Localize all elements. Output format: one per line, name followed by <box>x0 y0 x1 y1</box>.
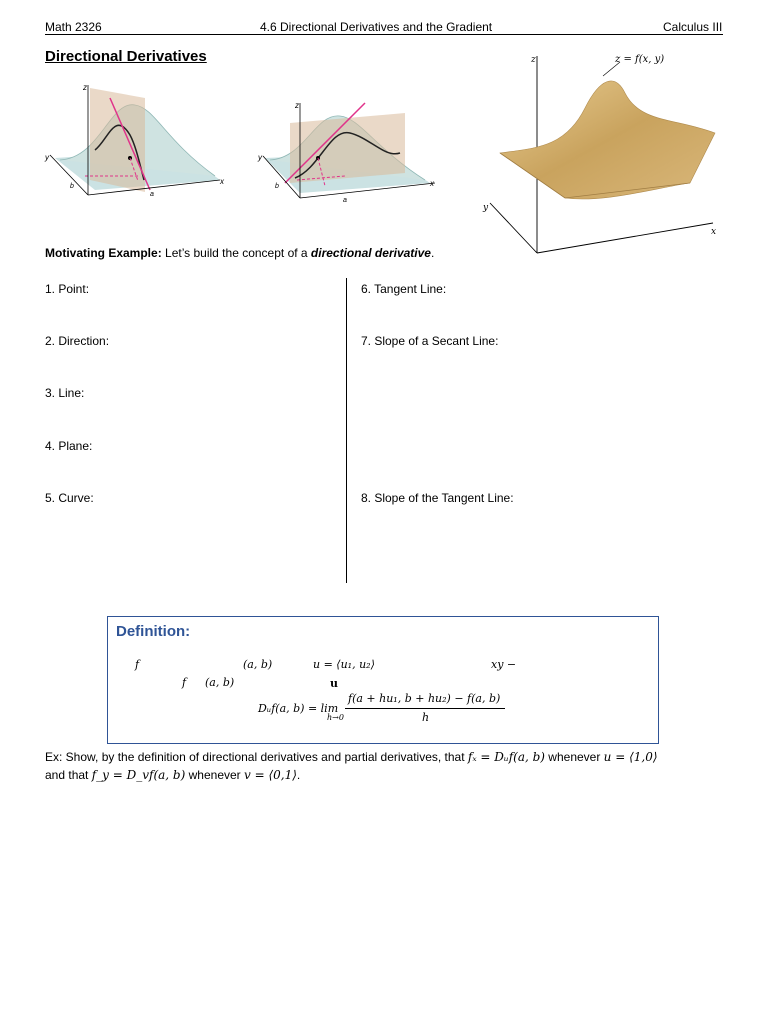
ex-part2: whenever <box>544 750 604 764</box>
ex-part5: . <box>296 768 301 782</box>
motivating-text: Let’s build the concept of a <box>165 246 311 260</box>
y-axis-label: y <box>45 153 49 162</box>
x-axis-label: x <box>220 177 224 186</box>
def-lhs: Dᵤf(a, b) = lim <box>258 702 339 715</box>
directional-figure-2 <box>255 98 445 208</box>
def-ab2: (a, b) <box>205 676 235 689</box>
def-denominator: h <box>422 711 430 724</box>
x-axis-label-2: x <box>430 179 434 188</box>
item-point: 1. Point: <box>45 282 90 296</box>
z-axis-label-3: z <box>531 55 536 65</box>
subject-label: Calculus III <box>663 20 723 34</box>
b-label-2: b <box>275 183 279 190</box>
item-secant-slope: 7. Slope of a Secant Line: <box>361 334 499 348</box>
item-tangent-line: 6. Tangent Line: <box>361 282 447 296</box>
def-u: u = ⟨u₁, u₂⟩ <box>313 658 375 671</box>
a-label: a <box>150 191 154 198</box>
b-label: b <box>70 183 74 190</box>
ex-fx: fₓ = Dᵤf(a, b) <box>467 750 545 764</box>
item-curve: 5. Curve: <box>45 491 94 505</box>
directional-figure-1 <box>40 80 230 200</box>
z-axis-label: z <box>83 83 87 92</box>
section-label: 4.6 Directional Derivatives and the Gradient <box>260 20 493 34</box>
ex-fy: f_y = D_vf(a, b) <box>91 768 186 782</box>
def-xy: xy − <box>491 658 517 671</box>
a-label-2: a <box>343 197 347 204</box>
motivating-example <box>45 246 434 260</box>
def-f: f <box>135 658 140 671</box>
def-lim-sub: h→0 <box>327 713 344 722</box>
def-u-bold: u <box>330 677 338 690</box>
y-axis-label-2: y <box>258 153 262 162</box>
motivating-lead: Motivating Example: <box>45 246 162 260</box>
x-axis-label-3: x <box>711 227 717 237</box>
definition-box <box>107 616 659 744</box>
header-rule <box>45 34 723 35</box>
surface-label: z = f(x, y) <box>615 54 665 65</box>
page-title: Directional Derivatives <box>45 48 207 65</box>
item-plane: 4. Plane: <box>45 439 93 453</box>
example-text <box>45 748 745 784</box>
surface-figure <box>475 48 725 258</box>
ex-part4: whenever <box>185 768 244 782</box>
y-axis-label-3: y <box>483 203 489 213</box>
column-divider <box>346 278 347 583</box>
def-fraction-bar <box>345 708 505 709</box>
item-line: 3. Line: <box>45 386 85 400</box>
course-label: Math 2326 <box>45 20 102 34</box>
item-direction: 2. Direction: <box>45 334 110 348</box>
item-tangent-slope: 8. Slope of the Tangent Line: <box>361 491 514 505</box>
z-axis-label-2: z <box>295 101 299 110</box>
def-f2: f <box>182 676 187 689</box>
def-numerator: f(a + hu₁, b + hu₂) − f(a, b) <box>348 692 501 705</box>
def-ab: (a, b) <box>243 658 273 671</box>
motivating-end: . <box>430 246 435 260</box>
motivating-term: directional derivative <box>310 246 431 260</box>
ex-u-vec: u = ⟨1,0⟩ <box>603 750 658 764</box>
ex-v-vec: v = ⟨0,1⟩ <box>244 768 297 782</box>
definition-title: Definition: <box>116 623 191 640</box>
ex-part1: Ex: Show, by the definition of directional derivatives and partial derivatives, that <box>45 750 468 764</box>
ex-part3: and that <box>45 768 92 782</box>
